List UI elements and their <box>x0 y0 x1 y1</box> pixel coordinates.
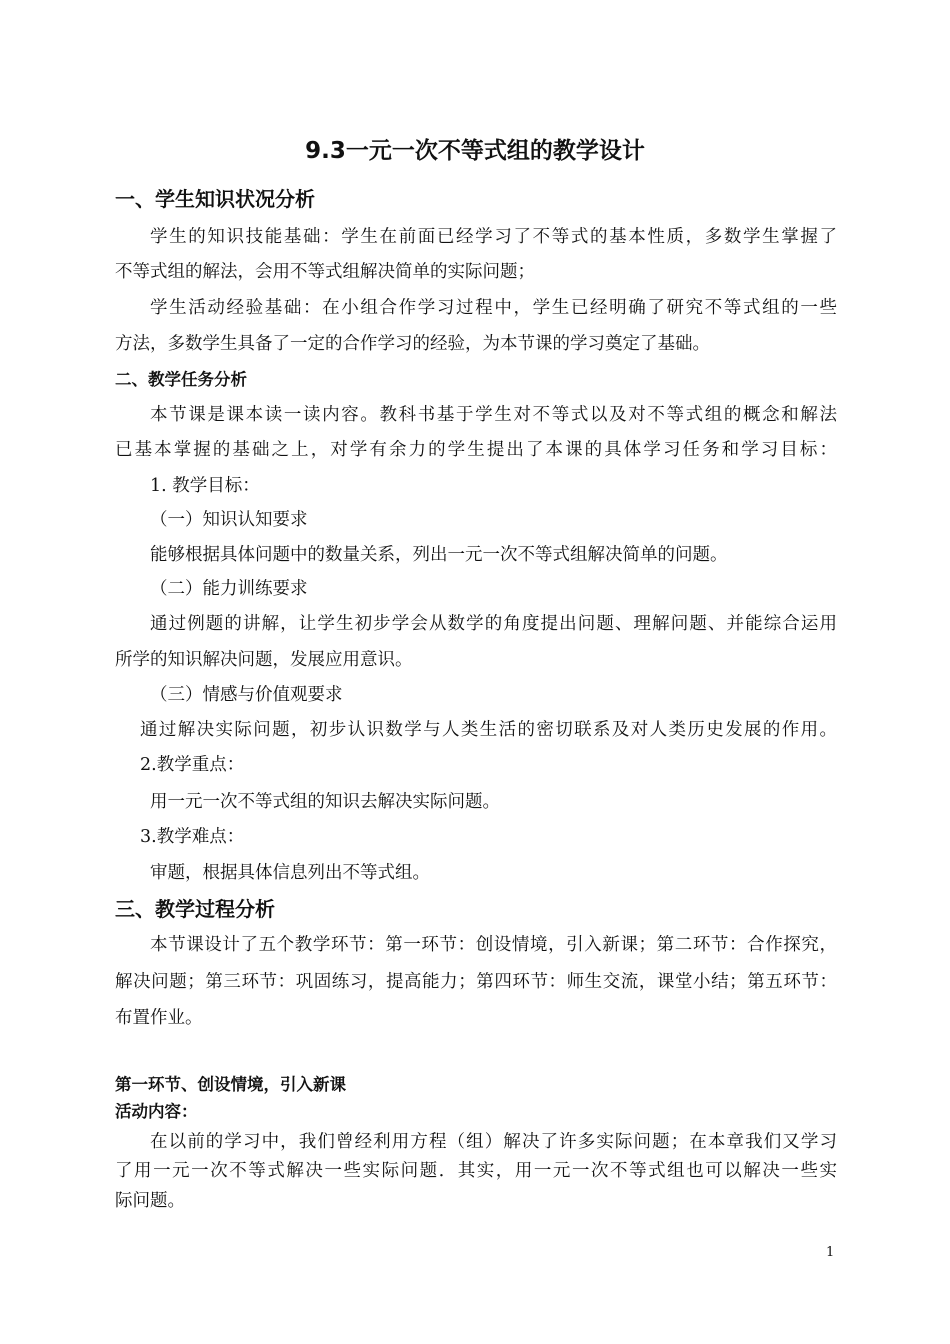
paragraph-line: 所学的知识解决问题，发展应用意识。 <box>115 650 413 670</box>
section-heading-student-analysis: 一、学生知识状况分析 <box>115 187 315 211</box>
list-label-key-points: 2.教学重点： <box>140 755 245 775</box>
paragraph-line: 用一元一次不等式组的知识去解决实际问题。 <box>150 792 500 812</box>
paragraph-line: 方法，多数学生具备了一定的合作学习的经验，为本节课的学习奠定了基础。 <box>115 334 710 354</box>
list-label-teaching-goals: 1. 教学目标： <box>150 476 260 496</box>
paragraph-line: 本节课设计了五个教学环节：第一环节：创设情境，引入新课；第二环节：合作探究， <box>150 935 837 955</box>
step-heading-first: 第一环节、创设情境，引入新课 <box>115 1075 346 1094</box>
paragraph-line: 不等式组的解法，会用不等式组解决简单的实际问题； <box>115 262 535 282</box>
subheading-knowledge: （一）知识认知要求 <box>150 510 308 530</box>
paragraph-line: 解决问题；第三环节：巩固练习，提高能力；第四环节：师生交流，课堂小结；第五环节： <box>115 972 837 992</box>
paragraph-line: 际问题。 <box>115 1191 185 1211</box>
paragraph-line: 在以前的学习中，我们曾经利用方程（组）解决了许多实际问题；在本章我们又学习 <box>150 1132 837 1152</box>
paragraph-line: 已基本掌握的基础之上，对学有余力的学生提出了本课的具体学习任务和学习目标： <box>115 440 837 460</box>
paragraph-line: 能够根据具体问题中的数量关系，列出一元一次不等式组解决简单的问题。 <box>150 545 728 565</box>
paragraph-line: 通过例题的讲解，让学生初步学会从数学的角度提出问题、理解问题、并能综合运用 <box>150 614 837 634</box>
page-number: 1 <box>826 1245 835 1260</box>
document-title: 9.3一元一次不等式组的教学设计 <box>305 138 645 164</box>
subheading-emotion-values: （三）情感与价值观要求 <box>150 685 343 705</box>
paragraph-line: 了用一元一次不等式解决一些实际问题．其实，用一元一次不等式组也可以解决一些实 <box>115 1161 837 1181</box>
paragraph-line: 审题，根据具体信息列出不等式组。 <box>150 863 430 883</box>
activity-label: 活动内容： <box>115 1102 198 1121</box>
section-heading-process-analysis: 三、教学过程分析 <box>115 897 275 921</box>
paragraph-line: 学生的知识技能基础：学生在前面已经学习了不等式的基本性质，多数学生掌握了 <box>150 227 837 247</box>
list-label-difficulties: 3.教学难点： <box>140 827 245 847</box>
subheading-ability: （二）能力训练要求 <box>150 579 308 599</box>
paragraph-line: 通过解决实际问题，初步认识数学与人类生活的密切联系及对人类历史发展的作用。 <box>140 720 837 740</box>
paragraph-line: 布置作业。 <box>115 1008 203 1028</box>
paragraph-line: 本节课是课本读一读内容。教科书基于学生对不等式以及对不等式组的概念和解法 <box>150 405 837 425</box>
section-heading-task-analysis: 二、教学任务分析 <box>115 370 247 389</box>
paragraph-line: 学生活动经验基础：在小组合作学习过程中，学生已经明确了研究不等式组的一些 <box>150 298 837 318</box>
